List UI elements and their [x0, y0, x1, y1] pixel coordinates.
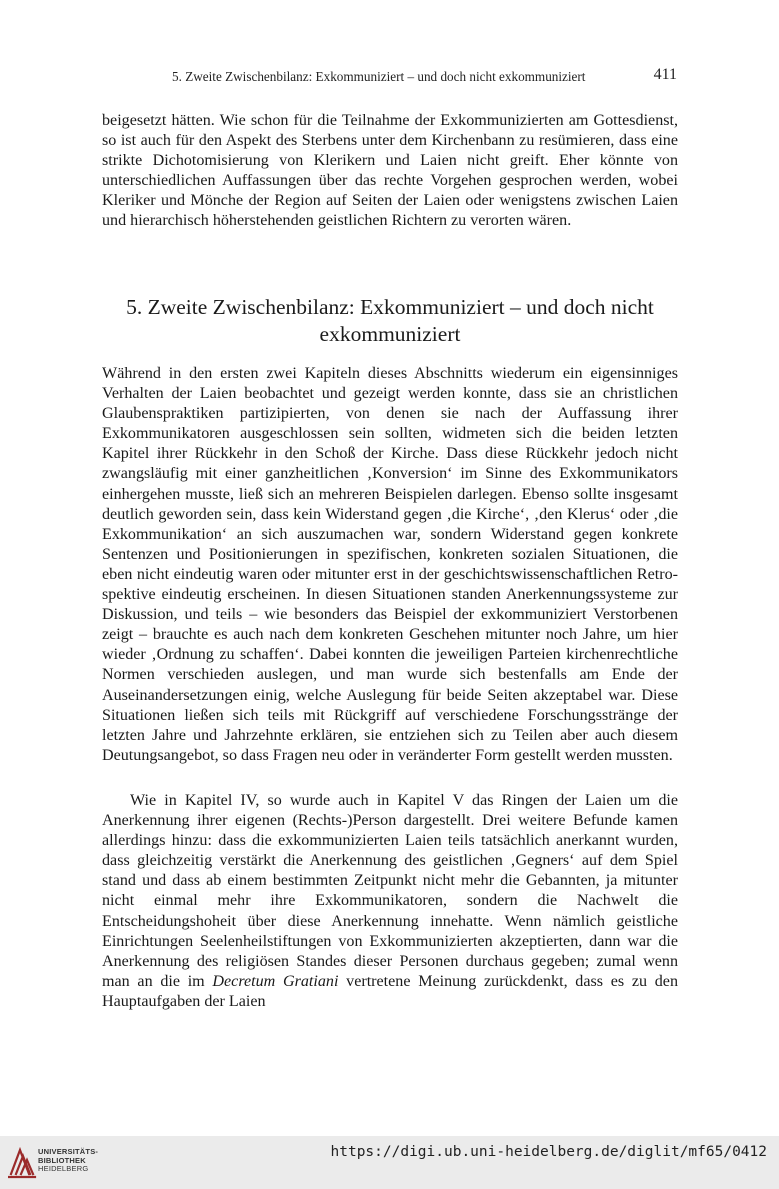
- library-name-line: BIBLIOTHEK: [38, 1155, 86, 1165]
- permalink-url[interactable]: https://digi.ub.uni-heidelberg.de/diglit/mf65/0412: [330, 1144, 767, 1160]
- italic-title: Decretum Gratiani: [212, 972, 339, 990]
- library-logo-icon: [8, 1142, 40, 1180]
- library-name: [38, 1148, 98, 1174]
- running-head: [102, 66, 677, 88]
- body-paragraph: Während in den ersten zwei Kapiteln dieses Abschnitts wiederum ein eigensinniges Verhalten der Laien beobachtet und gezeigt werden konnte, dass sie an christlichen Glaubenspraktiken partizipierten, von denen sie nach der Auffassung ihrer Exkommunikatoren ausgeschlossen sein sollten, widmeten sich die beiden letzten Kapitel ihrer Rückkehr in den Schoß der Kirche. Dass diese Rückkehr jedoch nicht zwangsläufig mit einer ganzheitlichen ‚Konversion‘ im Sinne des Exkommunikators einhergehen musste, ließ sich an mehreren Beispielen darlegen. Ebenso sollte insgesamt deutlich geworden sein, dass kein Widerstand gegen ‚die Kirche‘, ‚den Klerus‘ oder ‚die Exkommunikation‘ an sich auszumachen war, sondern Widerstand gegen konkrete Sentenzen und Positionierungen in spezifischen, konkreten sozialen Situationen, die eben nicht eindeutig waren oder mitunter erst in der geschichtswissenschaftlichen Retrospektive eindeutig erscheinen. In diesen Situationen standen Anerkennungssysteme zur Diskussion, und teils – wie besonders das Beispiel der exkommuniziert Verstorbenen zeigt – brauchte es auch nach dem konkreten Geschehen mitunter noch Jahre, um hier wieder ‚Ordnung zu schaffen‘. Dabei konnten die jeweiligen Parteien kirchenrechtliche Normen verschieden auslegen, und man wurde sich bestenfalls am Ende der Auseinandersetzungen einig, welche Auslegung für beide Seiten akzeptabel war. Diese Situationen ließen sich teils mit Rückgriff auf verschiedene Forschungsstränge der letzten Jahre und Jahrzehnte erklären, sie entziehen sich zu Teilen aber auch diesem Deutungsangebot, so dass Fragen neu oder in veränderter Form gestellt werden mussten.: [102, 365, 678, 764]
- page-number: 411: [653, 66, 677, 83]
- paragraph-text: vertretene Meinung zurückdenkt, dass es zu den Hauptaufgaben der Laien: [102, 972, 678, 1010]
- paragraph-text: Wie in Kapitel IV, so wurde auch in Kapitel V das Ringen der Laien um die Anerkennung ihrer eigenen (Rechts-)Person dargestellt. Drei weitere Befunde kamen allerdings hinzu: dass die exkommunizierten Laien teils tatsächlich anerkannt wurden, dass gleichzeitig verstärkt die Anerkennung des geistlichen ‚Gegners‘ auf dem Spiel stand und dass ab einem bestimmten Zeitpunkt nicht mehr die Gebannten, ja mitunter nicht einmal mehr ihre Exkommunikatoren, sondern die Nachwelt die Entscheidungshoheit über diese Anerkennung innehatte. Wenn nämlich geistliche Einrichtungen Seelenheilstiftungen von Exkommunizierten akzeptierten, dann war die Anerkennung des religiösen Standes dieser Personen durchaus gegeben; zumal wenn man an die im: [102, 792, 678, 990]
- library-name-line: HEIDELBERG: [38, 1164, 89, 1173]
- body-paragraph: [102, 791, 678, 1012]
- body-paragraph: beigesetzt hätten. Wie schon für die Teilnahme der Exkommunizierten am Gottesdienst, so ist auch für den Aspekt des Sterbens unter dem Kirchenbann zu resümieren, dass eine strikte Dichotomisierung von Klerikern und Laien nicht greift. Eher könnte von unterschiedlichen Auffassungen über das rechte Vorgehen gesprochen werden, wobei Kleriker und Mönche der Region auf Seiten der Laien oder wenigstens zwischen Laien und hierarchisch höherstehenden geistlichen Richtern zu verorten wären.: [102, 112, 678, 230]
- library-logo[interactable]: [8, 1140, 118, 1182]
- section-heading: 5. Zweite Zwischenbilanz: Exkommuniziert – und doch nicht exkommuniziert: [126, 295, 654, 346]
- library-name-line: UNIVERSITÄTS-: [38, 1147, 99, 1156]
- viewer-footer: [0, 1136, 779, 1189]
- running-head-title: 5. Zweite Zwischenbilanz: Exkommuniziert – und doch nicht exkommuniziert: [172, 69, 586, 84]
